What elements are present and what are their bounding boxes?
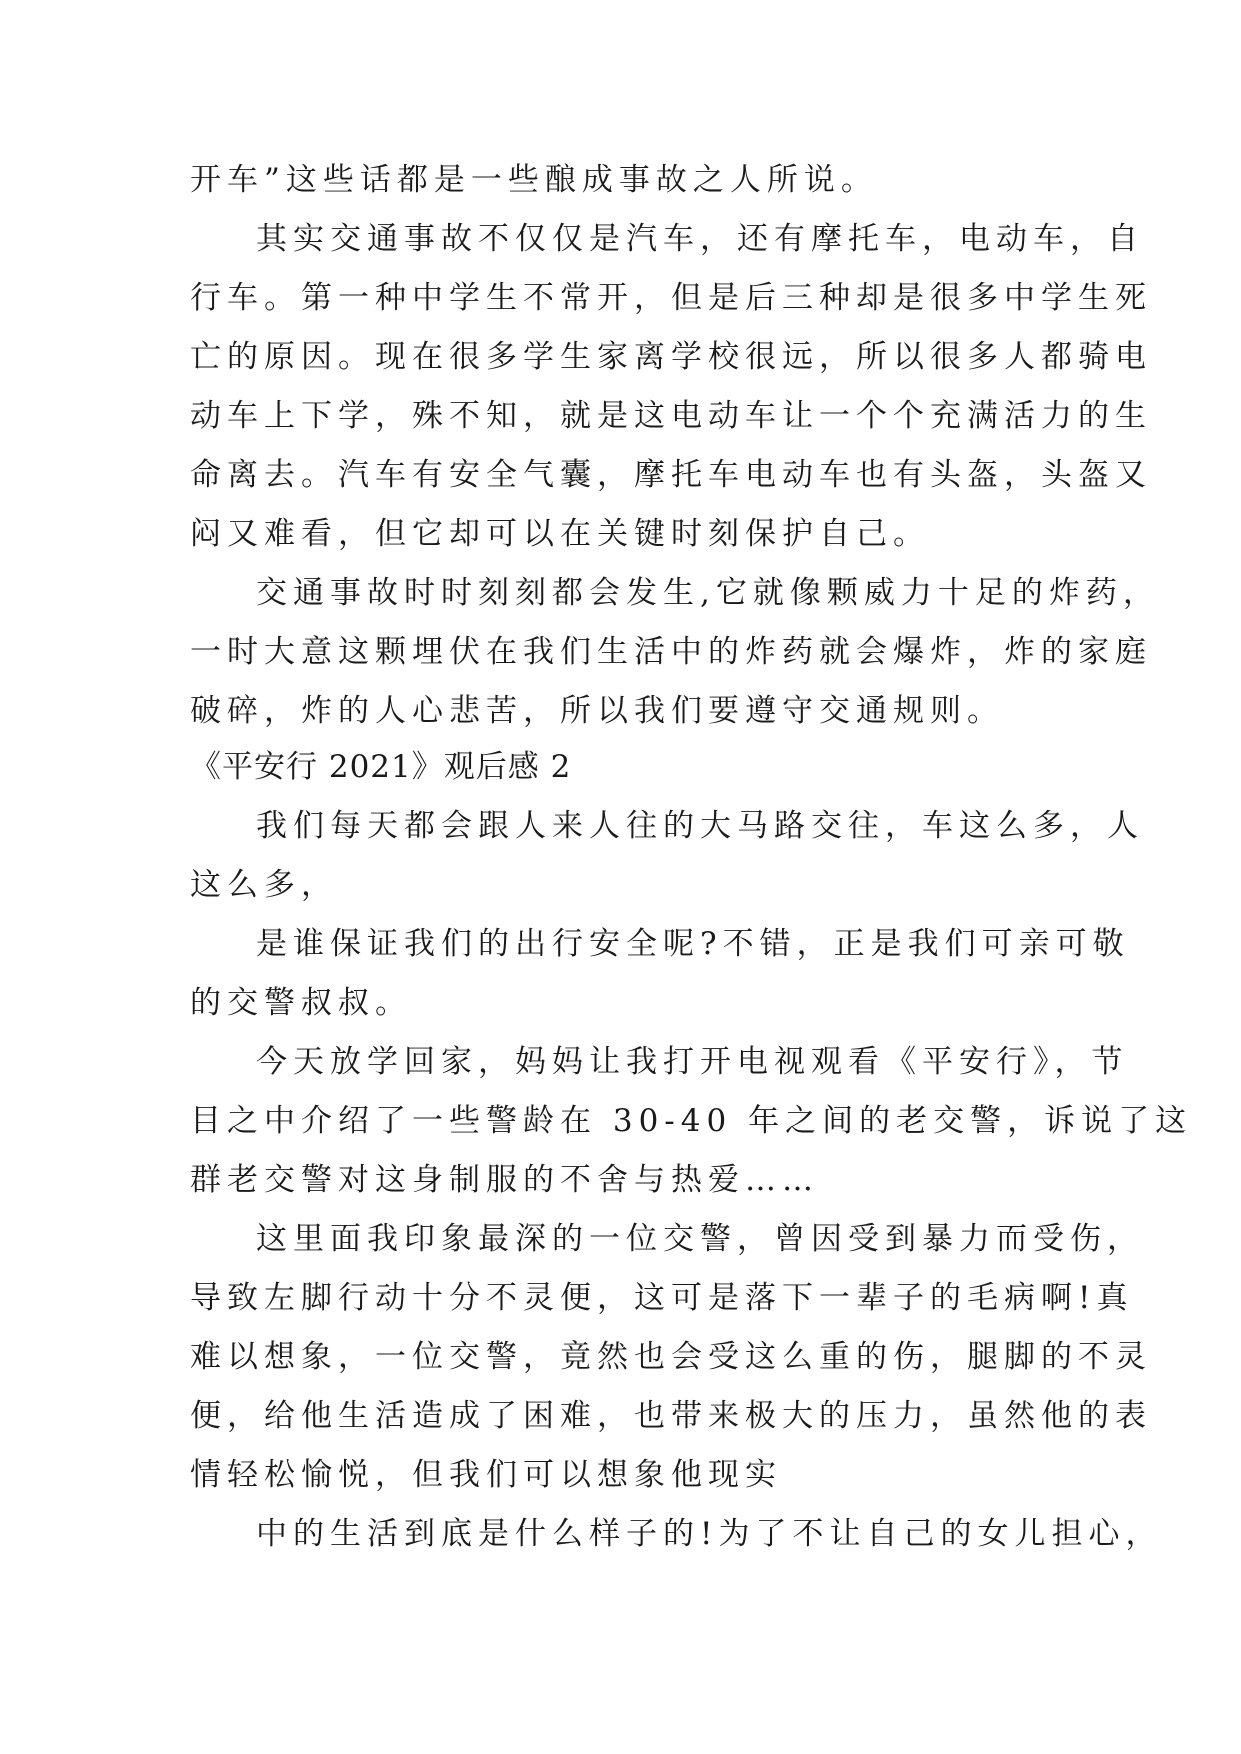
text-line: 难以想象，一位交警，竟然也会受这么重的伤，腿脚的不灵	[190, 1339, 1152, 1375]
text-line: 群老交警对这身制服的不舍与热爱……	[190, 1162, 819, 1198]
text-line: 行车。第一种中学生不常开，但是后三种却是很多中学生死	[190, 280, 1152, 316]
paragraph-start-line: 是谁保证我们的出行安全呢?不错，正是我们可亲可敬	[256, 926, 1130, 962]
text-line: 导致左脚行动十分不灵便，这可是落下一辈子的毛病啊!真	[190, 1280, 1134, 1316]
text-line: 目之中介绍了一些警龄在 30-40 年之间的老交警，诉说了这	[190, 1103, 1193, 1139]
text-line: 破碎，炸的人心悲苦，所以我们要遵守交通规则。	[190, 693, 1004, 729]
text-line: 的交警叔叔。	[190, 985, 412, 1021]
text-line: 情轻松愉悦，但我们可以想象他现实	[190, 1457, 782, 1493]
paragraph-start-line: 交通事故时时刻刻都会发生,它就像颗威力十足的炸药，	[256, 575, 1160, 611]
text-line: 闷又难看，但它却可以在关键时刻保护自己。	[190, 516, 930, 552]
text-line: 这么多，	[190, 867, 338, 903]
text-line: 开车”这些话都是一些酿成事故之人所说。	[190, 162, 878, 198]
paragraph-start-line: 其实交通事故不仅仅是汽车，还有摩托车，电动车，自	[256, 221, 1144, 257]
paragraph-start-line: 我们每天都会跟人来人往的大马路交往，车这么多，人	[256, 808, 1144, 844]
paragraph-start-line: 这里面我印象最深的一位交警，曾因受到暴力而受伤，	[256, 1221, 1144, 1257]
section-heading: 《平安行 2021》观后感 2	[190, 749, 572, 785]
text-line: 一时大意这颗埋伏在我们生活中的炸药就会爆炸，炸的家庭	[190, 634, 1152, 670]
text-line: 亡的原因。现在很多学生家离学校很远，所以很多人都骑电	[190, 339, 1152, 375]
text-line: 便，给他生活造成了困难，也带来极大的压力，虽然他的表	[190, 1398, 1152, 1434]
text-line: 动车上下学，殊不知，就是这电动车让一个个充满活力的生	[190, 398, 1152, 434]
paragraph-start-line: 今天放学回家，妈妈让我打开电视观看《平安行》，节	[256, 1044, 1129, 1080]
text-line: 命离去。汽车有安全气囊，摩托车电动车也有头盔，头盔又	[190, 457, 1152, 493]
paragraph-start-line: 中的生活到底是什么样子的!为了不让自己的女儿担心，	[256, 1516, 1163, 1552]
